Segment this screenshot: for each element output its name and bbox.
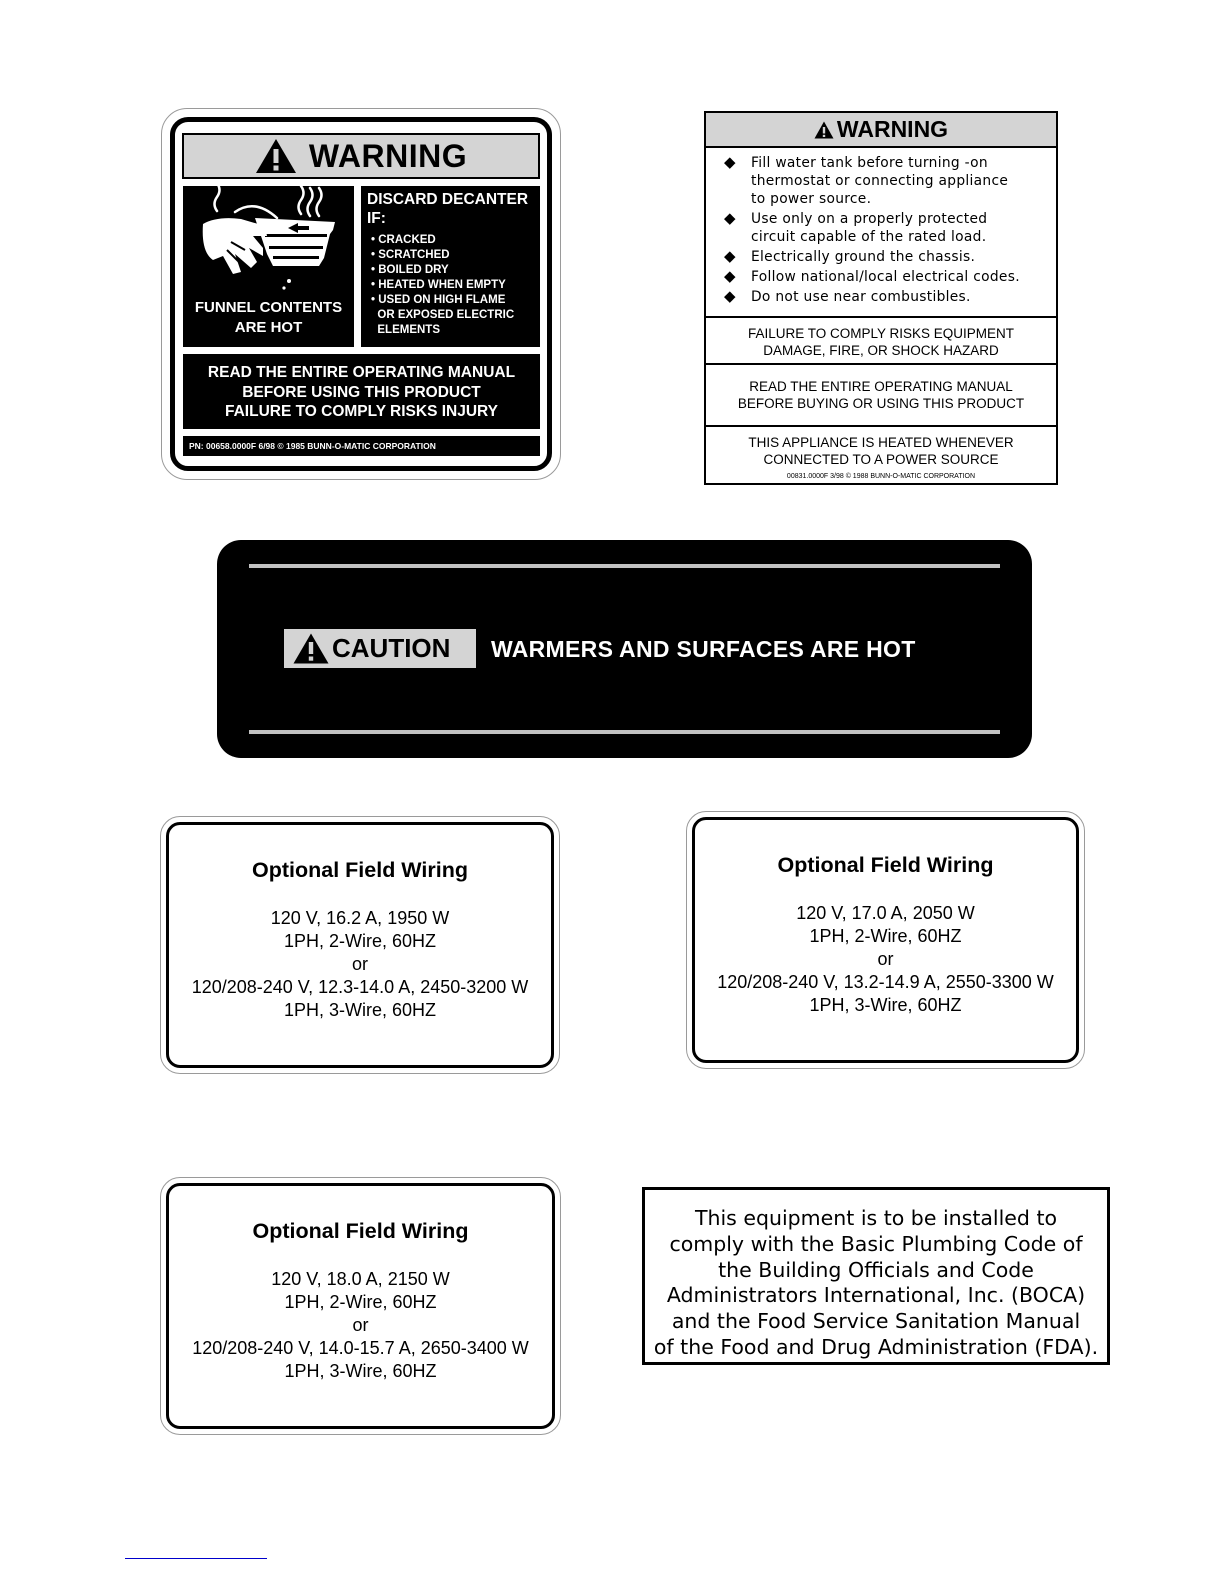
- instruction-item: [724, 248, 1054, 266]
- funnel-part-number: PN: 00658.0000F 6/98 © 1985 BUNN-O-MATIC CORPORATION: [183, 436, 540, 456]
- spec-line: 120 V, 16.2 A, 1950 W: [270, 908, 450, 928]
- field-wiring-title: Optional Field Wiring: [252, 858, 468, 882]
- spec-line: 120/208-240 V, 12.3-14.0 A, 2450-3200 W: [191, 977, 529, 997]
- instruction-item: [724, 154, 1054, 208]
- read-manual-line: READ THE ENTIRE OPERATING MANUAL: [207, 364, 516, 381]
- electrical-part-number: 00831.0000F 3/98 © 1988 BUNN-O-MATIC CORPORATION: [786, 473, 976, 480]
- read-manual-line: BEFORE BUYING OR USING THIS PRODUCT: [737, 396, 1025, 411]
- discard-item: ELEMENTS: [371, 324, 441, 336]
- instruction-item: [724, 288, 1054, 306]
- discard-item: • USED ON HIGH FLAME: [371, 294, 506, 306]
- spec-line: or: [351, 954, 368, 974]
- heated-line: CONNECTED TO A POWER SOURCE: [763, 452, 999, 467]
- diamond-bullet-icon: ◆: [724, 210, 736, 227]
- caution-message: WARMERS AND SURFACES ARE HOT: [491, 636, 916, 662]
- spec-line: or: [352, 1315, 369, 1335]
- heated-notice-section: [706, 425, 1056, 483]
- spec-line: 1PH, 3-Wire, 60HZ: [809, 995, 962, 1015]
- discard-decanter-panel: [361, 186, 540, 347]
- discard-item: • BOILED DRY: [371, 264, 449, 276]
- warning-triangle-icon: [814, 121, 834, 139]
- read-manual-line: READ THE ENTIRE OPERATING MANUAL: [749, 379, 1013, 394]
- spec-line: 1PH, 2-Wire, 60HZ: [283, 931, 437, 951]
- instruction-line: Use only on a properly protected: [751, 211, 988, 227]
- instruction-item: [724, 210, 1054, 246]
- notice-line: Administrators International, Inc. (BOCA): [666, 1283, 1086, 1308]
- read-manual-section: [706, 363, 1056, 425]
- discard-heading: IF:: [367, 210, 386, 227]
- electrical-warning-title: WARNING: [836, 116, 949, 142]
- notice-line: of the Food and Drug Administration (FDA).: [653, 1334, 1099, 1359]
- field-wiring-specs: [149, 1268, 572, 1383]
- spec-line: 1PH, 3-Wire, 60HZ: [284, 1361, 437, 1381]
- spec-line: 1PH, 2-Wire, 60HZ: [284, 1292, 437, 1312]
- instruction-line: Do not use near combustibles.: [751, 289, 971, 305]
- notice-line: comply with the Basic Plumbing Code of: [669, 1231, 1083, 1256]
- failure-line: DAMAGE, FIRE, OR SHOCK HAZARD: [763, 343, 999, 358]
- read-manual-line: FAILURE TO COMPLY RISKS INJURY: [224, 403, 499, 420]
- instruction-line: thermostat or connecting appliance: [751, 173, 1009, 189]
- diamond-bullet-icon: ◆: [724, 268, 736, 285]
- diamond-bullet-icon: ◆: [724, 288, 736, 305]
- funnel-warning-title: WARNING: [308, 137, 468, 174]
- funnel-caption-line: ARE HOT: [234, 319, 303, 336]
- spec-line: or: [877, 949, 894, 969]
- spec-line: 1PH, 2-Wire, 60HZ: [809, 926, 962, 946]
- notice-line: This equipment is to be installed to: [694, 1206, 1058, 1230]
- caution-badge: [284, 629, 476, 668]
- failure-line: FAILURE TO COMPLY RISKS EQUIPMENT: [747, 326, 1015, 341]
- hot-funnel-hand-icon: [183, 186, 354, 298]
- warning-triangle-icon: [255, 138, 297, 174]
- field-wiring-panel: [166, 1183, 555, 1429]
- funnel-caption-line: FUNNEL CONTENTS: [194, 299, 343, 316]
- discard-conditions-list: [371, 233, 514, 338]
- heated-line: THIS APPLIANCE IS HEATED WHENEVER: [748, 435, 1014, 450]
- electrical-instructions-list: [724, 154, 1054, 308]
- failure-to-comply-section: [706, 316, 1056, 364]
- instruction-line: Follow national/local electrical codes.: [751, 269, 1020, 285]
- instruction-line: Electrically ground the chassis.: [751, 249, 976, 265]
- caution-bottom-rule: [249, 730, 1000, 734]
- discard-item: • CRACKED: [371, 234, 436, 246]
- discard-item: OR EXPOSED ELECTRIC: [371, 309, 515, 321]
- field-wiring-specs: [149, 907, 571, 1022]
- spec-line: 120 V, 18.0 A, 2150 W: [271, 1269, 450, 1289]
- spec-line: 120/208-240 V, 14.0-15.7 A, 2650-3400 W: [192, 1338, 529, 1358]
- discard-item: • HEATED WHEN EMPTY: [371, 279, 506, 291]
- funnel-warning-header: [182, 133, 540, 179]
- field-wiring-specs: [675, 902, 1096, 1017]
- instruction-line: to power source.: [751, 191, 872, 207]
- discard-item: • SCRATCHED: [371, 249, 450, 261]
- footer-rule: [125, 1558, 267, 1559]
- electrical-warning-header: [706, 113, 1056, 148]
- instruction-line: Fill water tank before turning -on: [751, 155, 988, 171]
- instruction-item: [724, 268, 1054, 286]
- notice-line: and the Food Service Sanitation Manual: [671, 1309, 1081, 1334]
- instruction-line: circuit capable of the rated load.: [751, 229, 987, 245]
- field-wiring-title: Optional Field Wiring: [777, 853, 994, 877]
- diamond-bullet-icon: ◆: [724, 248, 736, 265]
- field-wiring-panel: [692, 817, 1079, 1063]
- notice-line: the Building Officials and Code: [718, 1257, 1034, 1282]
- warning-triangle-icon: [293, 633, 329, 664]
- funnel-hot-panel: [183, 186, 354, 347]
- spec-line: 120/208-240 V, 13.2-14.9 A, 2550-3300 W: [717, 972, 1054, 992]
- read-manual-panel: [183, 354, 540, 429]
- caution-top-rule: [249, 564, 1000, 568]
- field-wiring-title: Optional Field Wiring: [252, 1219, 469, 1243]
- spec-line: 1PH, 3-Wire, 60HZ: [283, 1000, 437, 1020]
- caution-title: CAUTION: [332, 633, 451, 663]
- read-manual-line: BEFORE USING THIS PRODUCT: [242, 383, 481, 401]
- diamond-bullet-icon: ◆: [724, 154, 736, 171]
- plumbing-code-notice: [642, 1187, 1110, 1365]
- spec-line: 120 V, 17.0 A, 2050 W: [796, 903, 975, 923]
- discard-heading: DISCARD DECANTER: [367, 191, 529, 208]
- field-wiring-panel: [166, 822, 554, 1068]
